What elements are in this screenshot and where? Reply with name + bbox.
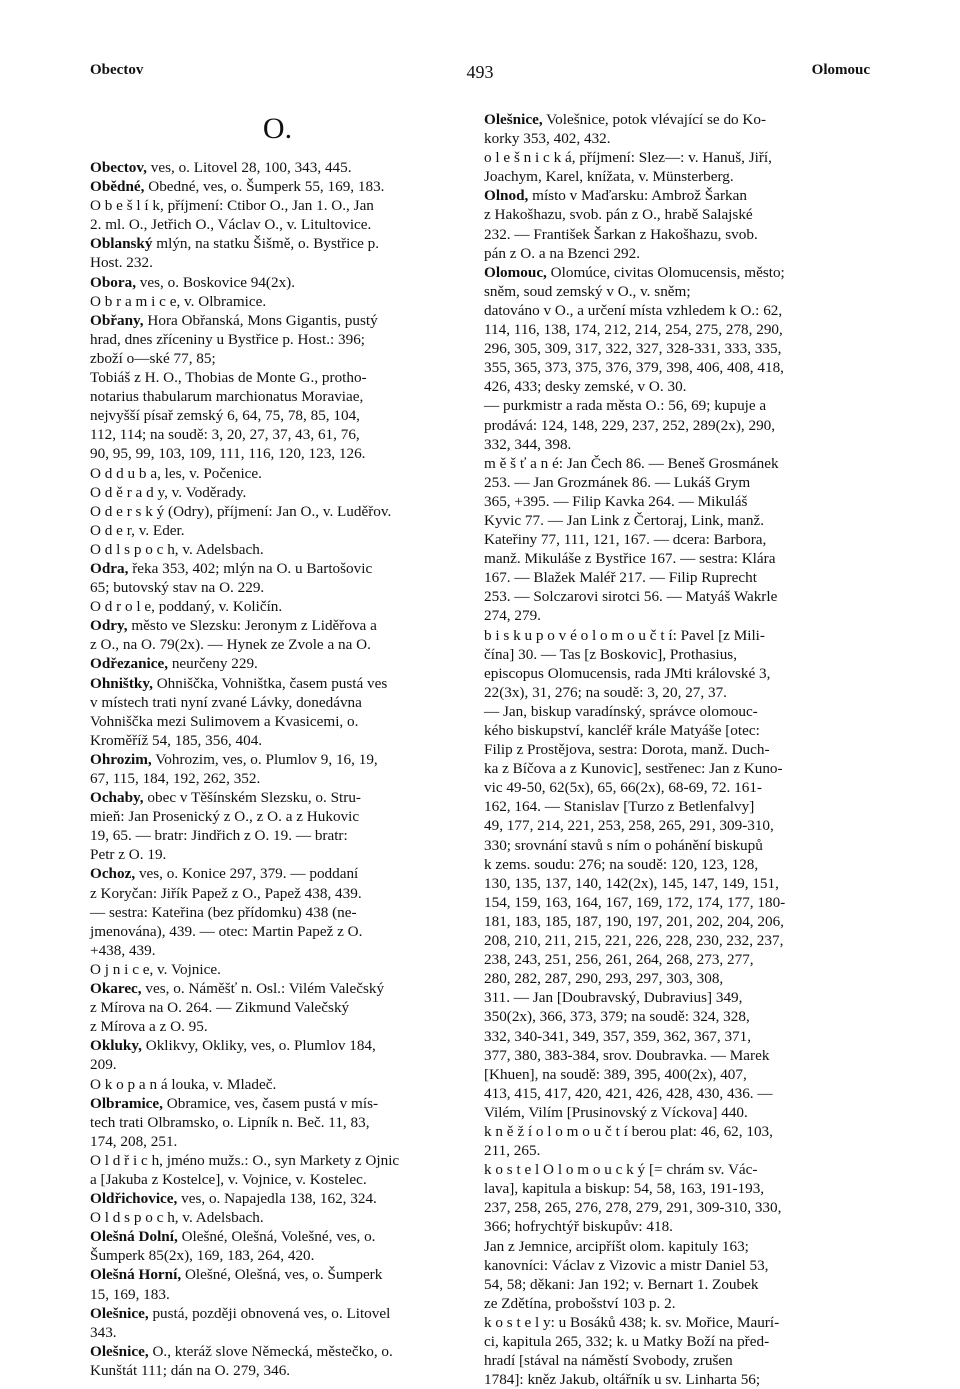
entry-line: k o s t e l O l o m o u c k ý [= chrám sv. Vác- bbox=[484, 1161, 758, 1179]
index-entry bbox=[90, 1208, 465, 1227]
index-entry bbox=[90, 540, 465, 559]
entry-line: [Khuen], na soudě: 389, 395, 400(2x), 407, bbox=[484, 1065, 747, 1083]
entry-line: ka z Bíčova a z Kunovic], sestřenec: Jan z Kuno- bbox=[484, 760, 783, 778]
entry-line: O l d s p o c h, v. Adelsbach. bbox=[90, 1209, 264, 1227]
entry-line: +438, 439. bbox=[90, 941, 156, 959]
index-entry bbox=[90, 177, 465, 196]
entry-line: Ochoz, ves, o. Konice 297, 379. — poddaní bbox=[90, 865, 359, 883]
index-entry bbox=[90, 1304, 465, 1342]
entry-line: 355, 365, 373, 375, 376, 379, 398, 406, 408, 418, bbox=[484, 359, 784, 377]
entry-line: 181, 183, 185, 187, 190, 197, 201, 202, 204, 206, bbox=[484, 912, 784, 930]
entry-line: 237, 258, 265, 276, 278, 279, 291, 309-310, 330, bbox=[484, 1199, 782, 1217]
entry-line: 1784]: kněz Jakub, oltářník u sv. Linharta 56; bbox=[484, 1371, 761, 1389]
entry-headword: Olešnice, bbox=[90, 1342, 149, 1360]
entry-line: 22(3x), 31, 276; na soudě: 3, 20, 27, 37. bbox=[484, 683, 727, 701]
index-entry bbox=[90, 502, 465, 521]
entry-line: 154, 159, 163, 164, 167, 169, 172, 174, 177, 180- bbox=[484, 893, 786, 911]
entry-line: O d e r s k ý (Odry), příjmení: Jan O., v. Luděřov. bbox=[90, 502, 392, 520]
entry-line: Odra, řeka 353, 402; mlýn na O. u Bartošovic bbox=[90, 559, 373, 577]
index-entry bbox=[90, 1265, 465, 1303]
entry-line: z Koryčan: Jiřík Papež z O., Papež 438, 439. bbox=[90, 884, 362, 902]
entry-line: Olešnice, O., kteráž slove Německá, městečko, o. bbox=[90, 1342, 393, 1360]
entry-line: O d e r, v. Eder. bbox=[90, 521, 185, 539]
entry-line: Olešná Dolní, Olešné, Olešná, Volešné, ves, o. bbox=[90, 1228, 376, 1246]
index-entry bbox=[90, 1151, 465, 1189]
entry-line: Šumperk 85(2x), 169, 183, 264, 420. bbox=[90, 1247, 315, 1265]
entry-line: ze Zdětína, probošství 103 p. 2. bbox=[484, 1294, 676, 1312]
index-entry bbox=[90, 1189, 465, 1208]
entry-line: 54, 58; děkani: Jan 192; v. Bernart 1. Zoubek bbox=[484, 1275, 759, 1293]
entry-line: — sestra: Kateřina (bez přídomku) 438 (ne- bbox=[90, 903, 357, 921]
entry-line: čína] 30. — Tas [z Boskovic], Prothasius, bbox=[484, 645, 738, 663]
entry-headword: Okluky, bbox=[90, 1037, 142, 1055]
entry-headword: Olnod, bbox=[484, 187, 529, 205]
entry-line: k o s t e l y: u Bosáků 438; k. sv. Mořice, Maurí- bbox=[484, 1313, 780, 1331]
entry-line: hrad, dnes zříceniny u Bystřice p. Host.: 396; bbox=[90, 330, 366, 348]
index-entry bbox=[90, 521, 465, 540]
entry-line: 343. bbox=[90, 1323, 117, 1341]
index-entry bbox=[90, 483, 465, 502]
entry-line: z O., na O. 79(2x). — Hynek ze Zvole a na O. bbox=[90, 636, 371, 654]
entry-line: a [Jakuba z Kostelce], v. Vojnice, v. Kostelec. bbox=[90, 1170, 367, 1188]
entry-headword: Olešná Horní, bbox=[90, 1266, 182, 1284]
entry-line: Okarec, ves, o. Náměšť n. Osl.: Vilém Valečský bbox=[90, 980, 385, 998]
entry-line: 162, 164. — Stanislav [Turzo z Betlenfalvy] bbox=[484, 798, 755, 816]
index-entry bbox=[90, 1342, 465, 1380]
entry-line: 426, 433; desky zemské, v O. 30. bbox=[484, 378, 687, 396]
entry-line: prodává: 124, 148, 229, 237, 252, 289(2x), 290, bbox=[484, 416, 776, 434]
entry-line: 311. — Jan [Doubravský, Dubravius] 349, bbox=[484, 989, 743, 1007]
header-left-term: Obectov bbox=[90, 62, 144, 78]
entry-line: O l d ř i c h, jméno mužs.: O., syn Markety z Ojnic bbox=[90, 1151, 400, 1169]
entry-line: 332, 340-341, 349, 357, 359, 362, 367, 371, bbox=[484, 1027, 752, 1045]
entry-headword: Olbramice, bbox=[90, 1094, 163, 1112]
entry-line: 274, 279. bbox=[484, 607, 541, 625]
entry-line: O d l s p o c h, v. Adelsbach. bbox=[90, 540, 264, 558]
entry-line: Obora, ves, o. Boskovice 94(2x). bbox=[90, 273, 296, 291]
entry-line: O d ě r a d y, v. Voděrady. bbox=[90, 483, 247, 501]
entry-line: 67, 115, 184, 192, 262, 352. bbox=[90, 770, 261, 787]
entry-line: Kunštát 111; dán na O. 279, 346. bbox=[90, 1361, 291, 1379]
entry-line: Kateřiny 77, 111, 121, 167. — dcera: Barbora, bbox=[484, 531, 767, 549]
index-entry bbox=[90, 311, 465, 464]
index-entry bbox=[90, 234, 465, 272]
entry-line: Vohniščka mezi Sulimovem a Kvasicemi, o. bbox=[90, 712, 359, 730]
entry-line: Olešnice, Volešnice, potok vlévající se do Ko- bbox=[484, 111, 767, 128]
entry-line: datováno v O., a určení místa vzhledem k O.: 62, bbox=[484, 301, 783, 319]
entry-line: Olnod, místo v Maďarsku: Ambrož Šarkan bbox=[484, 187, 747, 205]
index-entry bbox=[90, 864, 465, 959]
entry-line: 112, 114; na soudě: 3, 20, 27, 37, 43, 61, 76, bbox=[90, 426, 360, 444]
entry-line: Kroměříž 54, 185, 356, 404. bbox=[90, 731, 263, 749]
entry-line: 65; butovský stav na O. 229. bbox=[90, 579, 265, 597]
entry-line: m ě š ť a n é: Jan Čech 86. — Beneš Grosmánek bbox=[484, 454, 779, 472]
entry-headword: Odra, bbox=[90, 559, 129, 577]
entry-line: pán z O. a na Bzenci 292. bbox=[484, 244, 641, 262]
entry-line: 2. ml. O., Jetřich O., Václav O., v. Litultovice. bbox=[90, 216, 372, 234]
index-entry bbox=[90, 196, 465, 234]
entry-headword: Odřezanice, bbox=[90, 655, 169, 673]
index-entry bbox=[90, 960, 465, 979]
entry-line: Petr z O. 19. bbox=[90, 846, 167, 864]
entry-line: Okluky, Oklikvy, Okliky, ves, o. Plumlov 184, bbox=[90, 1037, 376, 1055]
index-entry bbox=[90, 750, 465, 788]
entry-line: Tobiáš z H. O., Thobias de Monte G., protho- bbox=[90, 369, 367, 387]
index-entry bbox=[90, 616, 465, 654]
entry-line: hradí [stával na náměstí Svobody, zrušen bbox=[484, 1352, 733, 1370]
index-entry bbox=[90, 464, 465, 483]
entry-line: Ochaby, obec v Těšínském Slezsku, o. Stru- bbox=[90, 789, 361, 807]
entry-line: Olbramice, Obramice, ves, časem pustá v mís- bbox=[90, 1094, 379, 1112]
entry-line: O b r a m i c e, v. Olbramice. bbox=[90, 292, 267, 310]
entry-line: zboží o—ské 77, 85; bbox=[90, 349, 216, 367]
entry-line: 90, 95, 99, 103, 109, 111, 116, 120, 123, 126. bbox=[90, 445, 366, 463]
entry-line: 211, 265. bbox=[484, 1142, 541, 1160]
entry-line: 238, 243, 251, 256, 261, 264, 268, 273, 277, bbox=[484, 951, 754, 969]
entry-headword: Ochaby, bbox=[90, 789, 144, 807]
index-entry bbox=[90, 597, 465, 616]
index-entry bbox=[90, 1036, 465, 1074]
entry-line: Olešnice, pustá, později obnovená ves, o. Litovel bbox=[90, 1304, 391, 1322]
entry-line: Vilém, Vilím [Prusinovský z Víckova] 440. bbox=[484, 1103, 748, 1121]
entry-line: O d d u b a, les, v. Počenice. bbox=[90, 464, 262, 482]
entry-line: 253. — Jan Grozmánek 86. — Lukáš Grym bbox=[484, 473, 751, 491]
entry-line: nejvyšší písař zemský 6, 64, 75, 78, 85, 104, bbox=[90, 407, 360, 425]
entry-line: mieň: Jan Prosenický z O., z O. a z Hukovic bbox=[90, 808, 360, 826]
entry-line: Oblanský mlýn, na statku Šišmě, o. Bystřice p. bbox=[90, 235, 380, 253]
entry-line: jmenována), 439. — otec: Martin Papež z O. bbox=[90, 922, 363, 940]
entry-line: 366; hofrychtýř biskupův: 418. bbox=[484, 1218, 673, 1236]
entry-line: notarius thabularum marchionatus Moraviae, bbox=[90, 388, 364, 406]
entry-line: 232. — František Šarkan z Hakošhazu, svob. bbox=[484, 225, 758, 243]
entry-line: 350(2x), 366, 373, 379; na soudě: 324, 328, bbox=[484, 1008, 750, 1026]
entry-line: 19, 65. — bratr: Jindřich z O. 19. — bratr: bbox=[90, 827, 348, 845]
entry-line: korky 353, 402, 432. bbox=[484, 130, 611, 148]
entry-line: Joachym, Karel, knížata, v. Münsterberg. bbox=[484, 168, 734, 186]
index-entry bbox=[90, 979, 465, 1036]
entry-headword: Ohništky, bbox=[90, 674, 153, 692]
index-entry bbox=[90, 654, 465, 673]
entry-line: Filip z Prostějova, sestra: Dorota, manž. Duch- bbox=[484, 741, 770, 759]
entry-headword: Okarec, bbox=[90, 980, 142, 998]
index-entry bbox=[90, 1227, 465, 1265]
index-entry bbox=[484, 110, 859, 148]
entry-line: Host. 232. bbox=[90, 254, 153, 272]
entry-line: 332, 344, 398. bbox=[484, 435, 572, 453]
entry-line: b i s k u p o v é o l o m o u č t í: Pavel [z Mili- bbox=[484, 626, 765, 644]
entry-headword: Olomouc, bbox=[484, 263, 547, 281]
entry-line: 208, 210, 211, 215, 221, 226, 228, 230, 232, 237, bbox=[484, 932, 784, 950]
entry-line: manž. Mikuláše z Bystřice 167. — sestra: Klára bbox=[484, 550, 776, 568]
entry-line: 296, 305, 309, 317, 322, 327, 328-331, 333, 335, bbox=[484, 340, 782, 358]
entry-headword: Olešnice, bbox=[90, 1304, 149, 1322]
entry-line: 209. bbox=[90, 1056, 117, 1074]
entry-line: Odřezanice, neurčeny 229. bbox=[90, 655, 258, 673]
entry-line: O d r o l e, poddaný, v. Količín. bbox=[90, 598, 283, 616]
entry-line: O j n i c e, v. Vojnice. bbox=[90, 960, 221, 978]
entry-line: Obectov, ves, o. Litovel 28, 100, 343, 445. bbox=[90, 159, 352, 176]
entry-line: lava], kapitula a biskup: 54, 58, 163, 191-193, bbox=[484, 1180, 765, 1198]
entry-line: 49, 177, 214, 221, 253, 258, 265, 291, 309-310, bbox=[484, 817, 774, 835]
entry-line: episcopus Olomucensis, rada JMti královské 3, bbox=[484, 664, 771, 682]
index-entry bbox=[484, 148, 859, 186]
entry-line: vic 49-50, 62(5x), 65, 66(2x), 68-69, 72. 161- bbox=[484, 779, 762, 797]
entry-line: 253. — Solczarovi sirotci 56. — Matyáš Wakrle bbox=[484, 588, 778, 606]
entry-line: Kyvic 77. — Jan Link z Čertoraj, Link, manž. bbox=[484, 511, 765, 529]
entry-line: — purkmistr a rada města O.: 56, 69; kupuje a bbox=[484, 397, 767, 415]
entry-line: z Mírova na O. 264. — Zikmund Valečský bbox=[90, 999, 350, 1017]
entry-headword: Obectov, bbox=[90, 159, 147, 176]
entry-line: 130, 135, 137, 140, 142(2x), 145, 147, 149, 151, bbox=[484, 874, 779, 892]
entry-line: 167. — Blažek Maléř 217. — Filip Ruprecht bbox=[484, 569, 757, 587]
entry-line: z Mírova a z O. 95. bbox=[90, 1018, 208, 1036]
entry-headword: Olešnice, bbox=[484, 111, 543, 128]
entry-line: Ohrozim, Vohrozim, ves, o. Plumlov 9, 16, 19, bbox=[90, 750, 378, 768]
entry-line: 174, 208, 251. bbox=[90, 1132, 178, 1150]
entry-line: Obřany, Hora Obřanská, Mons Gigantis, pustý bbox=[90, 311, 378, 329]
header-right-term: Olomouc bbox=[811, 62, 870, 78]
entry-line: sněm, soud zemský v O., v. sněm; bbox=[484, 282, 691, 300]
entry-line: 330; srovnání stavů s ním o pohánění biskupů bbox=[484, 836, 763, 854]
entry-headword: Ohrozim, bbox=[90, 750, 152, 768]
entry-line: 413, 415, 417, 420, 421, 426, 428, 430, 436. — bbox=[484, 1084, 773, 1102]
entry-line: Olešná Horní, Olešné, Olešná, ves, o. Šumperk bbox=[90, 1266, 383, 1284]
entry-line: o l e š n i c k á, příjmení: Slez—: v. Hanuš, Jiří, bbox=[484, 149, 772, 167]
entry-line: Odry, město ve Slezsku: Jeronym z Liděřova a bbox=[90, 617, 377, 635]
entry-line: Jan z Jemnice, arcipříšt olom. kapituly 163; bbox=[484, 1237, 749, 1255]
page-number: 493 bbox=[466, 62, 494, 82]
entry-line: k n ě ž í o l o m o u č t í berou plat: 46, 62, 103, bbox=[484, 1122, 773, 1140]
entry-line: Obědné, Obedné, ves, o. Šumperk 55, 169, 183. bbox=[90, 178, 385, 196]
index-entry bbox=[90, 292, 465, 311]
entry-line: O b e š l í k, příjmení: Ctibor O., Jan 1. O., Jan bbox=[90, 197, 374, 215]
entry-line: 114, 116, 138, 174, 212, 214, 254, 275, 278, 290, bbox=[484, 321, 783, 339]
entry-line: Olomouc, Olomúce, civitas Olomucensis, město; bbox=[484, 263, 785, 281]
index-entry bbox=[90, 788, 465, 864]
index-entry bbox=[90, 674, 465, 750]
left-column bbox=[90, 112, 465, 1380]
entry-headword: Obřany, bbox=[90, 311, 144, 329]
entry-headword: Obora, bbox=[90, 273, 136, 291]
entry-line: kanovníci: Václav z Vizovic a mistr Daniel 53, bbox=[484, 1256, 769, 1274]
entry-line: Ohništky, Ohniščka, Vohništka, časem pustá ves bbox=[90, 674, 388, 692]
entry-line: kého biskupství, kancléř krále Matyáše [otec: bbox=[484, 722, 760, 739]
entry-line: v místech trati nyní zvané Lávky, donedávna bbox=[90, 693, 362, 711]
entry-line: O k o p a n á louka, v. Mladeč. bbox=[90, 1075, 277, 1093]
index-entry bbox=[90, 158, 465, 177]
entry-headword: Olešná Dolní, bbox=[90, 1228, 178, 1246]
page-header bbox=[90, 62, 870, 86]
entry-line: 377, 380, 383-384, srov. Doubravka. — Marek bbox=[484, 1046, 770, 1064]
entry-headword: Odry, bbox=[90, 617, 128, 635]
entry-headword: Ochoz, bbox=[90, 865, 136, 883]
section-letter: O. bbox=[262, 112, 293, 145]
entry-headword: Oldřichovice, bbox=[90, 1190, 178, 1208]
entry-line: tech trati Olbramsko, o. Lipník n. Beč. 11, 83, bbox=[90, 1113, 370, 1131]
entry-line: — Jan, biskup varadínský, správce olomouc- bbox=[484, 702, 758, 720]
index-entry bbox=[484, 186, 859, 262]
entry-line: 280, 282, 287, 290, 293, 297, 303, 308, bbox=[484, 970, 724, 988]
entry-line: Oldřichovice, ves, o. Napajedla 138, 162, 324. bbox=[90, 1190, 377, 1208]
entry-line: k zems. soudu: 276; na soudě: 120, 123, 128, bbox=[484, 855, 759, 873]
index-entry bbox=[90, 559, 465, 597]
index-entry bbox=[90, 1075, 465, 1094]
index-entry bbox=[90, 1094, 465, 1151]
entry-headword: Obědné, bbox=[90, 178, 145, 196]
entry-headword: Oblanský bbox=[90, 235, 153, 253]
index-entry bbox=[90, 273, 465, 292]
entry-line: ci, kapitula 265, 332; k. u Matky Boží na před- bbox=[484, 1333, 770, 1350]
entry-line: 365, +395. — Filip Kavka 264. — Mikuláš bbox=[484, 492, 748, 510]
entry-line: z Hakošhazu, svob. pán z O., hrabě Salajské bbox=[484, 206, 753, 224]
right-column bbox=[484, 110, 859, 1389]
index-entry bbox=[484, 263, 859, 1389]
entry-line: 15, 169, 183. bbox=[90, 1285, 170, 1303]
